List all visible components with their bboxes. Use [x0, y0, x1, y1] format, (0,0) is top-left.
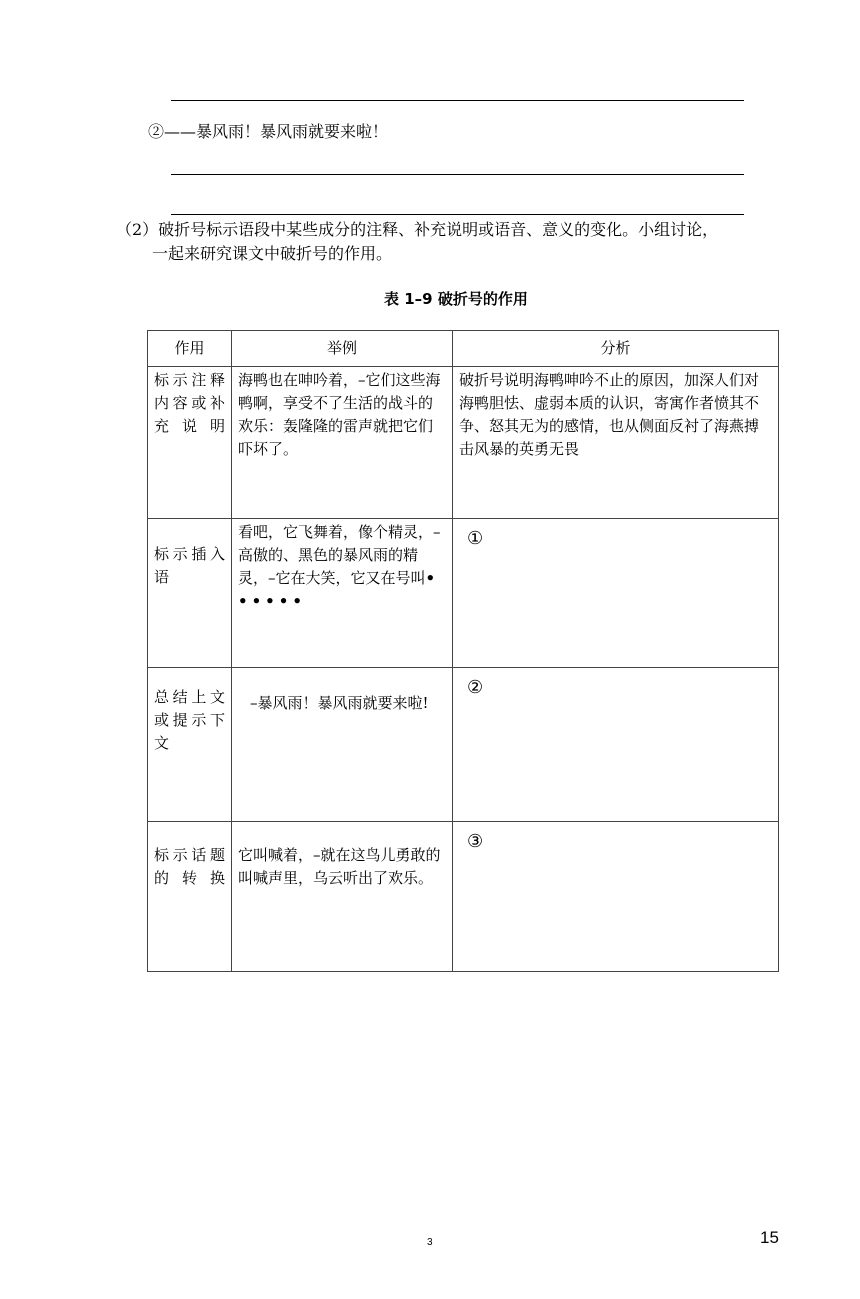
row-example — [232, 668, 453, 822]
row-effect — [148, 668, 232, 822]
answer-blank-3: ③ — [467, 831, 484, 852]
row-example-text: –暴风雨！暴风雨就要来啦! — [250, 694, 429, 712]
page-number: 15 — [760, 1228, 779, 1247]
row-effect-text: 总结上文或提示下文 — [154, 688, 225, 752]
dash-function-table — [147, 330, 779, 972]
row-example — [232, 519, 453, 668]
page-number-small: 3 — [427, 1237, 433, 1248]
row-example — [232, 822, 453, 972]
row-example-text: 它叫喊着，–就在这鸟儿勇敢的叫喊声里，乌云听出了欢乐。 — [238, 846, 441, 887]
question-line-1: （2）破折号标示语段中某些成分的注释、补充说明或语音、意义的变化。小组讨论， — [116, 220, 719, 239]
row-analysis — [453, 668, 779, 822]
answer-blank-1: ① — [467, 528, 484, 549]
answer-line-2 — [171, 174, 744, 175]
row-analysis-text: 破折号说明海鸭呻吟不止的原因，加深人们对海鸭胆怯、虚弱本质的认识，寄寓作者愤其不争、怒其无为的感情，也从侧面反衬了海燕搏击风暴的英勇无畏 — [459, 371, 760, 458]
table-row — [148, 668, 779, 822]
row-analysis — [453, 519, 779, 668]
row-effect — [148, 822, 232, 972]
header-effect: 作用 — [148, 331, 232, 367]
row-example-text: 看吧，它飞舞着，像个精灵，–高傲的、黑色的暴风雨的精灵，–它在大笑，它又在号叫 — [238, 523, 441, 587]
row-example — [232, 367, 453, 519]
table-caption: 表 1–9 破折号的作用 — [384, 290, 528, 308]
row-effect-text: 标示话题的转换 — [154, 846, 225, 887]
header-example: 举例 — [232, 331, 453, 367]
question-line-2: 一起来研究课文中破折号的作用。 — [152, 244, 393, 263]
table-header-row — [148, 331, 779, 367]
row-effect-text: 标示注释内容或补充说明 — [154, 371, 225, 435]
header-analysis: 分析 — [453, 331, 779, 367]
row-effect — [148, 519, 232, 668]
row-analysis — [453, 367, 779, 519]
answer-line-1 — [171, 100, 744, 101]
answer-blank-2: ② — [467, 677, 484, 698]
row-example-text: 海鸭也在呻吟着，–它们这些海鸭啊，享受不了生活的战斗的欢乐：轰隆隆的雷声就把它们吓坏了。 — [238, 371, 441, 458]
table-row — [148, 822, 779, 972]
row-effect — [148, 367, 232, 519]
row-effect-text: 标示插入语 — [154, 545, 225, 586]
row-analysis — [453, 822, 779, 972]
item-2-quote: ②——暴风雨！暴风雨就要来啦！ — [148, 122, 389, 141]
answer-line-3 — [171, 214, 744, 215]
table-row — [148, 367, 779, 519]
ellipsis-dots: •••••• — [238, 569, 440, 610]
table-row — [148, 519, 779, 668]
